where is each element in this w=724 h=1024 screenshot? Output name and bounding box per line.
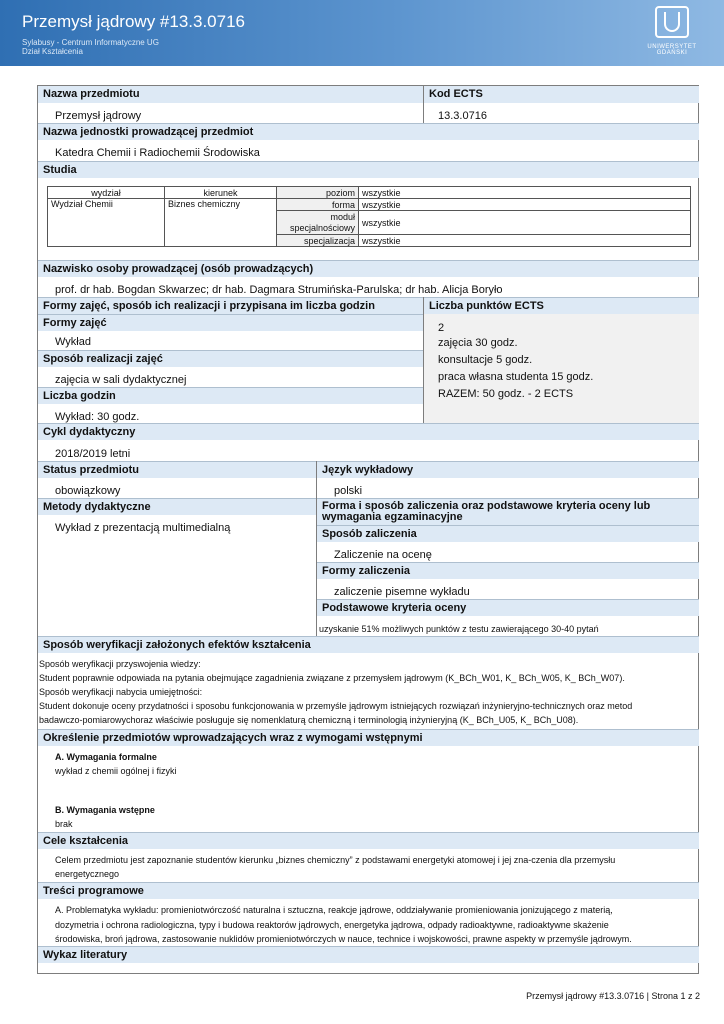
modul-label: moduł specjalnościowy bbox=[277, 211, 359, 235]
ects-line-3: praca własna studenta 15 godz. bbox=[438, 371, 594, 383]
university-logo bbox=[632, 6, 712, 56]
content-line-2: dozymetria i ochrona radiologiczna, typy i budowa reaktorów jądrowych, energetyka jądrowa, odpady radioaktywne, radioaktywne skażenie bbox=[55, 920, 609, 930]
prereq-a-value: wykład z chemii ogólnej i fizyki bbox=[55, 766, 177, 776]
prereq-label: Określenie przedmiotów wprowadzających wraz z wymogami wstępnymi bbox=[38, 729, 699, 746]
verification-line-5: badawczo-pomiarowychoraz właściwie posługuje się nomenklaturą chemiczną i terminologią inżynieryjną (K_ BCh_U05, K_ BCh_U08). bbox=[39, 715, 579, 725]
formy-label: Formy zajęć bbox=[38, 314, 423, 331]
unit-label: Nazwa jednostki prowadzącej przedmiot bbox=[38, 123, 699, 140]
goals-line-1: Celem przedmiotu jest zapoznanie studentów kierunku „biznes chemiczny” z podstawami energetyki atomowej i jej zna-czenia dla przemysłu bbox=[55, 855, 616, 865]
page-title: Przemysł jądrowy #13.3.0716 bbox=[22, 12, 246, 31]
cycle-value: 2018/2019 letni bbox=[55, 448, 131, 460]
col-kierunek: kierunek bbox=[165, 187, 277, 199]
prereq-b-value: brak bbox=[55, 819, 73, 829]
language-value: polski bbox=[334, 485, 363, 497]
forma-value: wszystkie bbox=[359, 199, 691, 211]
ects-line-4: RAZEM: 50 godz. - 2 ECTS bbox=[438, 388, 574, 400]
poziom-label: poziom bbox=[277, 187, 359, 199]
unit-name: Katedra Chemii i Radiochemii Środowiska bbox=[55, 147, 260, 159]
status-label: Status przedmiotu bbox=[38, 461, 317, 478]
forma-label: forma bbox=[277, 199, 359, 211]
language-label: Język wykładowy bbox=[317, 461, 699, 478]
status-value: obowiązkowy bbox=[55, 485, 121, 497]
verification-line-2: Student poprawnie odpowiada na pytania obejmujące zagadnienia związane z przemysłem jądrowym (K_BCh_W01, K_ BCh_W05, K_ BCh_W07). bbox=[39, 673, 625, 683]
lecturers-value: prof. dr hab. Bogdan Skwarzec; dr hab. Dagmara Strumińska-Parulska; dr hab. Alicja Boryło bbox=[55, 284, 503, 296]
page-footer: Przemysł jądrowy #13.3.0716 | Strona 1 z 2 bbox=[526, 991, 700, 1001]
studia-table bbox=[47, 186, 691, 247]
formy-value: Wykład bbox=[55, 336, 91, 348]
content-line-3: środowiska, broń jądrowa, zastosowanie nuklidów promieniotwórczych w nauce, technice i wojskowości, prawne aspekty w przemyśle jądrowym. bbox=[55, 934, 632, 944]
ects-points-label: Liczba punktów ECTS bbox=[424, 297, 699, 314]
methods-label: Metody dydaktyczne bbox=[38, 498, 316, 515]
verification-line-4: Student dokonuje oceny przydatności i sposobu funkcjonowania w przemyśle jądrowym istniejących rozwiązań inżynieryjno-technicznych oraz metod bbox=[39, 701, 633, 711]
sposob-value: zajęcia w sali dydaktycznej bbox=[55, 374, 187, 386]
ects-code-label: Kod ECTS bbox=[424, 86, 699, 103]
verification-line-1: Sposób weryfikacji przyswojenia wiedzy: bbox=[39, 659, 201, 669]
lecturers-label: Nazwisko osoby prowadzącej (osób prowadzących) bbox=[38, 260, 699, 277]
forms-label: Formy zajęć, sposób ich realizacji i przypisana im liczba godzin bbox=[38, 297, 424, 314]
prereq-b-label: B. Wymagania wstępne bbox=[55, 805, 155, 815]
specjalizacja-label: specjalizacja bbox=[277, 235, 359, 247]
goals-line-2: energetycznego bbox=[55, 869, 120, 879]
sposob-label: Sposób realizacji zajęć bbox=[38, 350, 423, 367]
assessment-forms-label: Formy zaliczenia bbox=[317, 562, 699, 579]
ects-line-1: zajęcia 30 godz. bbox=[438, 337, 518, 349]
ects-panel bbox=[424, 314, 699, 423]
methods-value: Wykład z prezentacją multimedialną bbox=[55, 522, 231, 534]
studia-label: Studia bbox=[38, 161, 699, 178]
cycle-label: Cykl dydaktyczny bbox=[38, 423, 699, 440]
ects-line-2: konsultacje 5 godz. bbox=[438, 354, 533, 366]
criteria-value: uzyskanie 51% możliwych punktów z testu zawierającego 30-40 pytań bbox=[319, 624, 599, 634]
wydzial-value: Wydział Chemii bbox=[48, 199, 165, 247]
page-header bbox=[0, 0, 724, 66]
ects-points: 2 bbox=[438, 322, 445, 334]
content-label: Treści programowe bbox=[38, 882, 699, 899]
assessment-method-label: Sposób zaliczenia bbox=[317, 525, 699, 542]
course-name: Przemysł jądrowy bbox=[55, 110, 142, 122]
syllabus-frame bbox=[37, 85, 699, 974]
kierunek-value: Biznes chemiczny bbox=[165, 199, 277, 247]
logo-text: UNIWERSYTET GDAŃSKI bbox=[647, 44, 697, 56]
subtitle-line-2: Dział Kształcenia bbox=[22, 47, 83, 56]
course-name-label: Nazwa przedmiotu bbox=[38, 86, 424, 103]
modul-value: wszystkie bbox=[359, 211, 691, 235]
poziom-value: wszystkie bbox=[359, 187, 691, 199]
godziny-label: Liczba godzin bbox=[38, 387, 423, 404]
verification-line-3: Sposób weryfikacji nabycia umiejętności: bbox=[39, 687, 203, 697]
assessment-label: Forma i sposób zaliczenia oraz podstawowe kryteria oceny lub wymagania egzaminacyjne bbox=[317, 498, 699, 525]
literature-label: Wykaz literatury bbox=[38, 946, 699, 963]
header-subtitle bbox=[22, 38, 159, 56]
assessment-method-value: Zaliczenie na ocenę bbox=[334, 549, 432, 561]
godziny-value: Wykład: 30 godz. bbox=[55, 411, 140, 423]
logo-icon bbox=[655, 6, 689, 38]
criteria-label: Podstawowe kryteria oceny bbox=[317, 599, 699, 616]
subtitle-line-1: Sylabusy - Centrum Informatyczne UG bbox=[22, 38, 159, 47]
goals-label: Cele kształcenia bbox=[38, 832, 699, 849]
ects-code: 13.3.0716 bbox=[438, 110, 487, 122]
assessment-forms-value: zaliczenie pisemne wykładu bbox=[334, 586, 470, 598]
verification-label: Sposób weryfikacji założonych efektów kształcenia bbox=[38, 636, 699, 653]
col-wydzial: wydział bbox=[48, 187, 165, 199]
prereq-a-label: A. Wymagania formalne bbox=[55, 752, 157, 762]
specjalizacja-value: wszystkie bbox=[359, 235, 691, 247]
content-line-1: A. Problematyka wykładu: promieniotwórczość naturalna i sztuczna, reakcje jądrowe, oddziaływanie promieniowania jonizującego z materią, bbox=[55, 905, 613, 915]
